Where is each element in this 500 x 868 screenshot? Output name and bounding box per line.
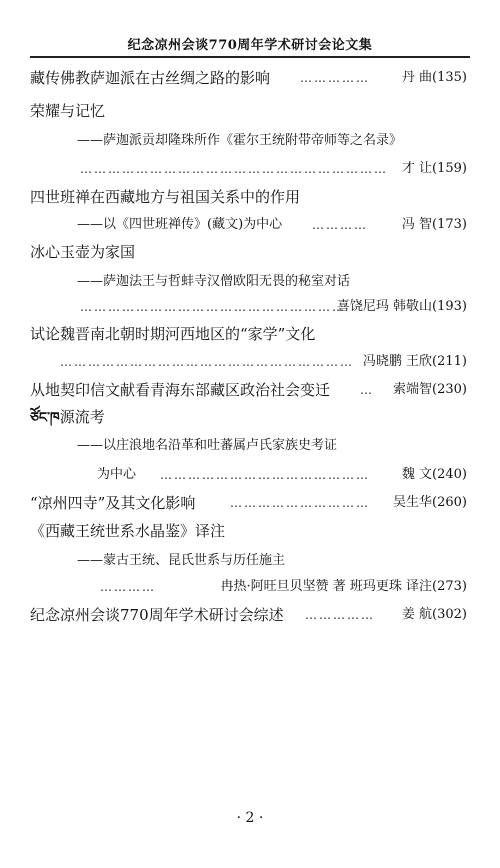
- toc-entry-ref: [393, 493, 467, 513]
- toc-entry-subtitle: ——萨迦派贡却隆珠所作《霍尔王统附带帝师等之名录》: [77, 133, 403, 148]
- toc-entry-ref: [402, 465, 467, 485]
- toc-entry-subtitle-cont: 为中心: [97, 467, 137, 482]
- page-ref: (193): [432, 299, 467, 314]
- toc-entry-title: “凉州四寺”及其文化影响: [30, 494, 196, 512]
- leader-dots: …………: [312, 218, 368, 232]
- toc-entry-title: [30, 407, 105, 428]
- toc-entry-subtitle: ——萨迦法王与哲蚌寺汉僧欧阳无畏的秘室对话: [77, 274, 351, 289]
- toc-entry-subtitle: ——以庄浪地名沿革和吐蕃属卢氏家族史考证: [77, 438, 338, 453]
- author: 吴生华: [393, 495, 433, 510]
- author: 丹 曲: [401, 70, 433, 85]
- toc-entry-ref: [337, 297, 467, 317]
- toc-entry-ref: [402, 605, 467, 625]
- leader-dots: …: [360, 383, 374, 397]
- author: 索端智: [393, 382, 433, 397]
- running-header: 纪念凉州会谈770周年学术研讨会论文集: [127, 38, 373, 53]
- toc-entry-title: 藏传佛教萨迦派在古丝绸之路的影响: [30, 69, 271, 87]
- leader-dots: …………………………………………………: [80, 300, 346, 314]
- leader-dots: ………………………………………………………: [60, 355, 354, 369]
- toc-entry-title: 四世班禅在西藏地方与祖国关系中的作用: [30, 188, 301, 206]
- toc-entry-ref: [402, 68, 467, 88]
- page-ref: (302): [432, 607, 467, 622]
- toc-entry-title: 试论魏晋南北朝时期河西地区的“家学”文化: [30, 325, 316, 343]
- author: 才 让: [401, 161, 433, 176]
- page-number: · 2 ·: [236, 810, 264, 826]
- toc-entry-ref: [393, 380, 467, 400]
- author: 冯晓鹏 王欣: [362, 354, 433, 369]
- toc-entry-title: 从地契印信文献看青海东部藏区政治社会变迁: [30, 381, 331, 399]
- leader-dots: …………………………………………………………: [80, 162, 388, 176]
- toc-entry-ref: [402, 159, 467, 179]
- page-ref: (273): [432, 579, 467, 594]
- header-rule: [30, 56, 470, 58]
- toc-entry-ref: [402, 215, 467, 235]
- page-ref: (159): [432, 161, 467, 176]
- leader-dots: ……………: [305, 608, 375, 622]
- page-ref: (173): [432, 217, 467, 232]
- toc-entry-subtitle: ——以《四世班禅传》(藏文)为中心: [77, 217, 283, 232]
- page-ref: (135): [432, 70, 467, 85]
- page-ref: (240): [432, 467, 467, 482]
- toc-entry-ref: [221, 577, 468, 597]
- leader-dots: …………………………: [230, 496, 370, 510]
- author: 冉热·阿旺旦贝坚赞 著 班玛更珠 译注: [220, 579, 433, 594]
- page-ref: (230): [432, 382, 467, 397]
- title-text: 源流考: [59, 408, 105, 426]
- author: 魏 文: [401, 467, 433, 482]
- author: 喜饶尼玛 韩敬山: [336, 299, 433, 314]
- leader-dots: ……………: [300, 71, 370, 85]
- toc-entry-title: 纪念凉州会谈770周年学术研讨会综述: [30, 606, 284, 624]
- leader-dots: ………………………………………: [160, 468, 370, 482]
- toc-entry-subtitle: ——蒙古王统、昆氏世系与历任施主: [77, 553, 286, 568]
- page-ref: (211): [432, 354, 467, 369]
- toc-entry-title: 《西藏王统世系水晶鉴》译注: [30, 522, 226, 540]
- toc-entry-title: 冰心玉壶为家国: [30, 243, 136, 261]
- author: 姜 航: [401, 607, 433, 622]
- page-ref: (260): [432, 495, 467, 510]
- author: 冯 智: [401, 217, 433, 232]
- leader-dots: …………: [100, 580, 156, 594]
- toc-entry-ref: [363, 352, 467, 372]
- toc-entry-title: 荣耀与记忆: [30, 102, 106, 120]
- tibetan-title-part: ཙོང་ཁ: [30, 410, 60, 426]
